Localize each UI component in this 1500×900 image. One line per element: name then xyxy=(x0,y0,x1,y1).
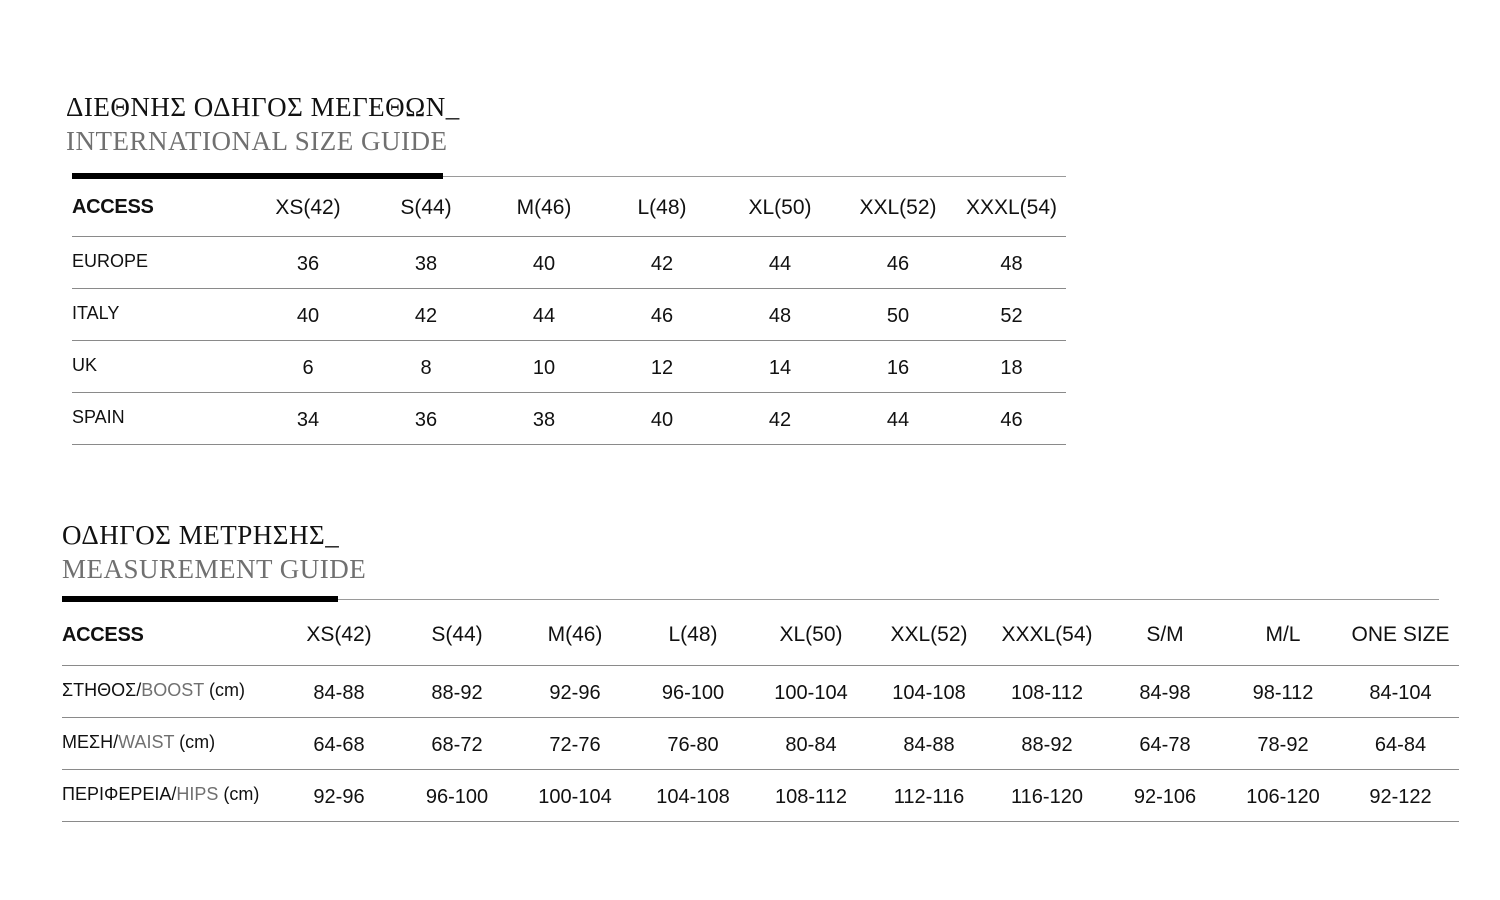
measurement-title-rule xyxy=(62,596,1439,604)
table-cell: 100-104 xyxy=(752,665,870,717)
table-cell: 98-112 xyxy=(1224,665,1342,717)
international-title-greek: ΔΙΕΘΝΗΣ ΟΔΗΓΟΣ ΜΕΓΕΘΩΝ_ xyxy=(66,92,460,122)
header-size: ONE SIZE xyxy=(1342,606,1459,665)
table-cell: 44 xyxy=(721,236,839,288)
label-greek: ΣΤΗΘΟΣ/ xyxy=(62,679,142,700)
header-size: S/M xyxy=(1106,606,1224,665)
table-cell: 42 xyxy=(721,392,839,444)
table-cell: 84-104 xyxy=(1342,665,1459,717)
table-cell: 84-98 xyxy=(1106,665,1224,717)
measurement-guide-heading xyxy=(62,518,366,586)
table-cell: 68-72 xyxy=(398,717,516,769)
table-cell: 88-92 xyxy=(988,717,1106,769)
table-cell: 16 xyxy=(839,340,957,392)
table-cell: 92-96 xyxy=(516,665,634,717)
table-row xyxy=(72,340,1066,392)
table-cell: 36 xyxy=(367,392,485,444)
table-cell: 64-68 xyxy=(280,717,398,769)
table-cell: 46 xyxy=(839,236,957,288)
table-cell: 72-76 xyxy=(516,717,634,769)
table-cell: 100-104 xyxy=(516,769,634,821)
table-cell: 64-78 xyxy=(1106,717,1224,769)
table-cell: 92-122 xyxy=(1342,769,1459,821)
header-size: L(48) xyxy=(603,180,721,236)
table-cell: 10 xyxy=(485,340,603,392)
label-english: BOOST xyxy=(141,679,204,700)
table-cell: 52 xyxy=(957,288,1066,340)
table-cell: 50 xyxy=(839,288,957,340)
header-size: XXL(52) xyxy=(870,606,988,665)
label-english: HIPS xyxy=(176,783,219,804)
table-cell: 96-100 xyxy=(398,769,516,821)
table-cell: 38 xyxy=(485,392,603,444)
header-size: XXXL(54) xyxy=(988,606,1106,665)
table-cell: 46 xyxy=(603,288,721,340)
table-cell: 92-106 xyxy=(1106,769,1224,821)
table-cell: 104-108 xyxy=(870,665,988,717)
table-header-row xyxy=(62,606,1459,665)
table-cell: 40 xyxy=(485,236,603,288)
table-cell: 106-120 xyxy=(1224,769,1342,821)
table-cell: 8 xyxy=(367,340,485,392)
table-cell: 42 xyxy=(603,236,721,288)
table-cell: 116-120 xyxy=(988,769,1106,821)
table-cell: 44 xyxy=(485,288,603,340)
table-row xyxy=(72,392,1066,444)
label-unit: (cm) xyxy=(218,783,260,804)
table-cell: 40 xyxy=(249,288,367,340)
table-header-row xyxy=(72,180,1066,236)
row-label-spain: SPAIN xyxy=(72,392,249,444)
label-english: WAIST xyxy=(118,731,175,752)
table-cell: 48 xyxy=(957,236,1066,288)
header-access: ACCESS xyxy=(72,180,249,236)
row-label-europe: EUROPE xyxy=(72,236,249,288)
table-cell: 6 xyxy=(249,340,367,392)
label-greek: ΜΕΣΗ/ xyxy=(62,731,119,752)
label-greek: ΠΕΡΙΦΕΡΕΙΑ/ xyxy=(62,783,177,804)
table-row xyxy=(62,769,1459,821)
measurement-title-greek: ΟΔΗΓΟΣ ΜΕΤΡΗΣΗΣ_ xyxy=(62,520,340,550)
header-size: XL(50) xyxy=(721,180,839,236)
header-size: XS(42) xyxy=(280,606,398,665)
table-cell: 108-112 xyxy=(752,769,870,821)
table-cell: 34 xyxy=(249,392,367,444)
table-cell: 84-88 xyxy=(280,665,398,717)
header-size: XXXL(54) xyxy=(957,180,1066,236)
label-unit: (cm) xyxy=(174,731,216,752)
header-size: S(44) xyxy=(367,180,485,236)
header-size: L(48) xyxy=(634,606,752,665)
header-size: M/L xyxy=(1224,606,1342,665)
table-cell: 12 xyxy=(603,340,721,392)
international-title-english: INTERNATIONAL SIZE GUIDE xyxy=(66,126,448,156)
table-cell: 96-100 xyxy=(634,665,752,717)
thick-rule xyxy=(62,596,338,602)
header-access: ACCESS xyxy=(62,606,280,665)
row-label-uk: UK xyxy=(72,340,249,392)
table-row xyxy=(62,717,1459,769)
table-cell: 108-112 xyxy=(988,665,1106,717)
table-cell: 42 xyxy=(367,288,485,340)
table-cell: 112-116 xyxy=(870,769,988,821)
table-cell: 44 xyxy=(839,392,957,444)
table-cell: 18 xyxy=(957,340,1066,392)
table-cell: 46 xyxy=(957,392,1066,444)
header-size: M(46) xyxy=(516,606,634,665)
header-size: M(46) xyxy=(485,180,603,236)
row-label-italy: ITALY xyxy=(72,288,249,340)
label-unit: (cm) xyxy=(203,679,245,700)
row-label-hips xyxy=(62,769,280,821)
table-cell: 40 xyxy=(603,392,721,444)
row-label-waist xyxy=(62,717,280,769)
table-cell: 14 xyxy=(721,340,839,392)
table-row xyxy=(62,665,1459,717)
table-row xyxy=(72,236,1066,288)
header-size: XS(42) xyxy=(249,180,367,236)
thick-rule xyxy=(72,173,443,179)
measurement-title-english: MEASUREMENT GUIDE xyxy=(62,554,367,584)
table-cell: 104-108 xyxy=(634,769,752,821)
measurement-table xyxy=(62,606,1459,822)
table-cell: 88-92 xyxy=(398,665,516,717)
international-size-table xyxy=(72,180,1066,445)
table-row xyxy=(72,288,1066,340)
table-cell: 92-96 xyxy=(280,769,398,821)
table-cell: 64-84 xyxy=(1342,717,1459,769)
row-label-bust xyxy=(62,665,280,717)
table-cell: 78-92 xyxy=(1224,717,1342,769)
table-cell: 76-80 xyxy=(634,717,752,769)
international-size-guide-heading xyxy=(66,90,460,158)
table-cell: 80-84 xyxy=(752,717,870,769)
table-cell: 48 xyxy=(721,288,839,340)
header-size: XXL(52) xyxy=(839,180,957,236)
table-cell: 36 xyxy=(249,236,367,288)
table-cell: 84-88 xyxy=(870,717,988,769)
header-size: XL(50) xyxy=(752,606,870,665)
header-size: S(44) xyxy=(398,606,516,665)
table-cell: 38 xyxy=(367,236,485,288)
